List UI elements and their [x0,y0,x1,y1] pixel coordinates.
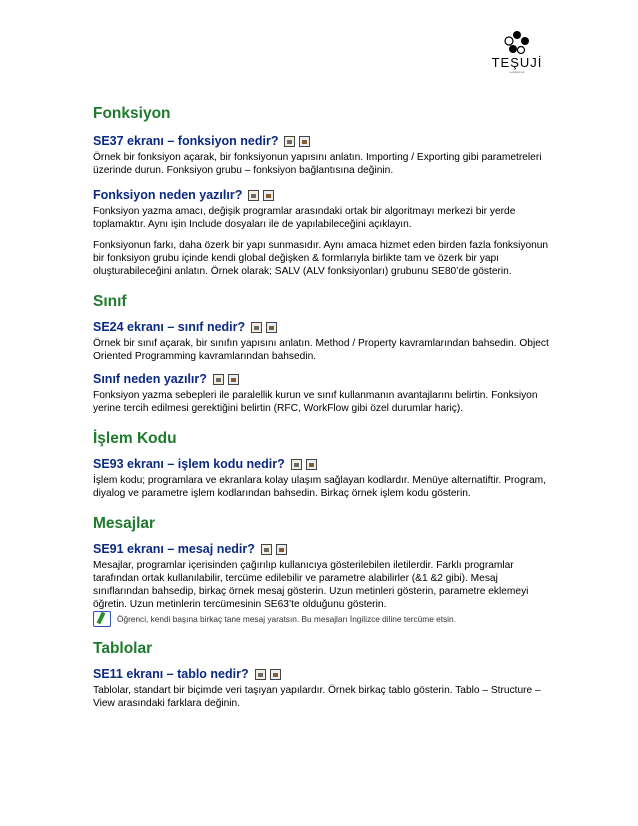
screenshot-icon [213,374,224,385]
section-title-fonksiyon: Fonksiyon [93,105,171,122]
go-stones-icon [500,30,534,56]
screenshot-icon [276,544,287,555]
screenshot-icon [228,374,239,385]
paragraph: Örnek bir sınıf açarak, bir sınıfın yapısını anlatın. Method / Property kavramlarından bahsedin. Object Oriented Programming kavramlarından bahsedin. [93,338,549,362]
screenshot-icon [291,459,302,470]
heading-text: SE93 ekranı – işlem kodu nedir? [93,457,285,471]
paragraph: Fonksiyonun farkı, daha özerk bir yapı sunmasıdır. Aynı amaca hizmet eden birden fazla fonksiyonun bir fonksiyon grubu içinde kendi global değişken & formlarıyla birlikte tam ve özerk bir yapı oluşturabileceğini anlatın. Örnek olarak; SALV (ALV fonksiyonları) grubunu SE80’de gösterin. [93,240,549,277]
screenshot-icon [306,459,317,470]
logo-wordmark: TEŞUJİ [491,55,543,70]
screenshot-icon [263,190,274,201]
screenshot-icon [270,669,281,680]
section-title-tablolar: Tablolar [93,640,153,657]
paragraph: Fonksiyon yazma sebepleri ile paralellik kurun ve sınıf kullanmanın avantajlarını belirtin. Fonksiyon yerine tercih edilmesi gerektiğini belirtin (RFC, WorkFlow gibi özel durumlar hariç). [93,390,538,414]
paragraph: Tablolar, standart bir biçimde veri taşıyan yapılardır. Örnek birkaç tablo gösterin. Tablo – Structure – View arasındaki farklara değinin. [93,685,541,709]
exercise-note [93,611,549,627]
heading-fonksiyon-neden [93,187,549,203]
heading-sinif-neden [93,371,549,387]
paragraph: Fonksiyon yazma amacı, değişik programlar arasındaki ortak bir algoritmayı merkezi bir yerde toplamaktır. Aynı işin Include dosyaları ile de yapılabileceğini açıklayın. [93,206,516,230]
paragraph: İşlem kodu; programlara ve ekranlara kolay ulaşım sağlayan kodlardır. Menüye alternatiftir. Program, diyalog ve parametre işlem kodlarından bahsedin. Birkaç örnek işlem kodu gösterin. [93,475,546,499]
paragraph: Mesajlar, programlar içerisinden çağırılıp kullanıcıya gösterilebilen iletilerdir. Farklı programlar tarafından ortak kullanılabilir, tercüme edilebilir ve parametre alabilirler (&1 &2 gibi). Mesaj sınıflarından bahsedip, birkaç örnek mesaj gösterin. Uzun metinleri gösterin, parametre eklemeyi öğretin. Uzun metinlerin tercümesinin SE63’te olduğunu gösterin. [93,560,529,610]
screenshot-icon [261,544,272,555]
logo-tagline: e-öğrenme [509,70,525,74]
heading-text: SE11 ekranı – tablo nedir? [93,667,249,681]
heading-text: SE24 ekranı – sınıf nedir? [93,320,246,334]
screenshot-icon [251,322,262,333]
heading-se91 [93,541,549,557]
heading-text: SE91 ekranı – mesaj nedir? [93,542,255,556]
exercise-icon [93,611,111,627]
screenshot-icon [299,136,310,147]
heading-text: SE37 ekranı – fonksiyon nedir? [93,134,279,148]
heading-se37 [93,133,549,149]
section-title-mesajlar: Mesajlar [93,515,156,532]
tesuji-logo [488,30,546,90]
heading-se93 [93,456,549,472]
heading-se24 [93,319,549,335]
section-title-sinif: Sınıf [93,293,127,310]
document-body [93,104,549,710]
screenshot-icon [248,190,259,201]
heading-se11 [93,666,549,682]
screenshot-icon [284,136,295,147]
paragraph: Örnek bir fonksiyon açarak, bir fonksiyonun yapısını anlatın. Importing / Exporting gibi parametreleri üzerinde durun. Fonksiyon grubu – fonksiyon bağlantısına değinin. [93,152,542,176]
section-title-islem-kodu: İşlem Kodu [93,430,177,447]
heading-text: Fonksiyon neden yazılır? [93,188,243,202]
screenshot-icon [266,322,277,333]
screenshot-icon [255,669,266,680]
exercise-note-text: Öğrenci, kendi başına birkaç tane mesaj yaratsın. Bu mesajları İngilizce diline tercüme etsin. [117,614,456,624]
heading-text: Sınıf neden yazılır? [93,372,207,386]
